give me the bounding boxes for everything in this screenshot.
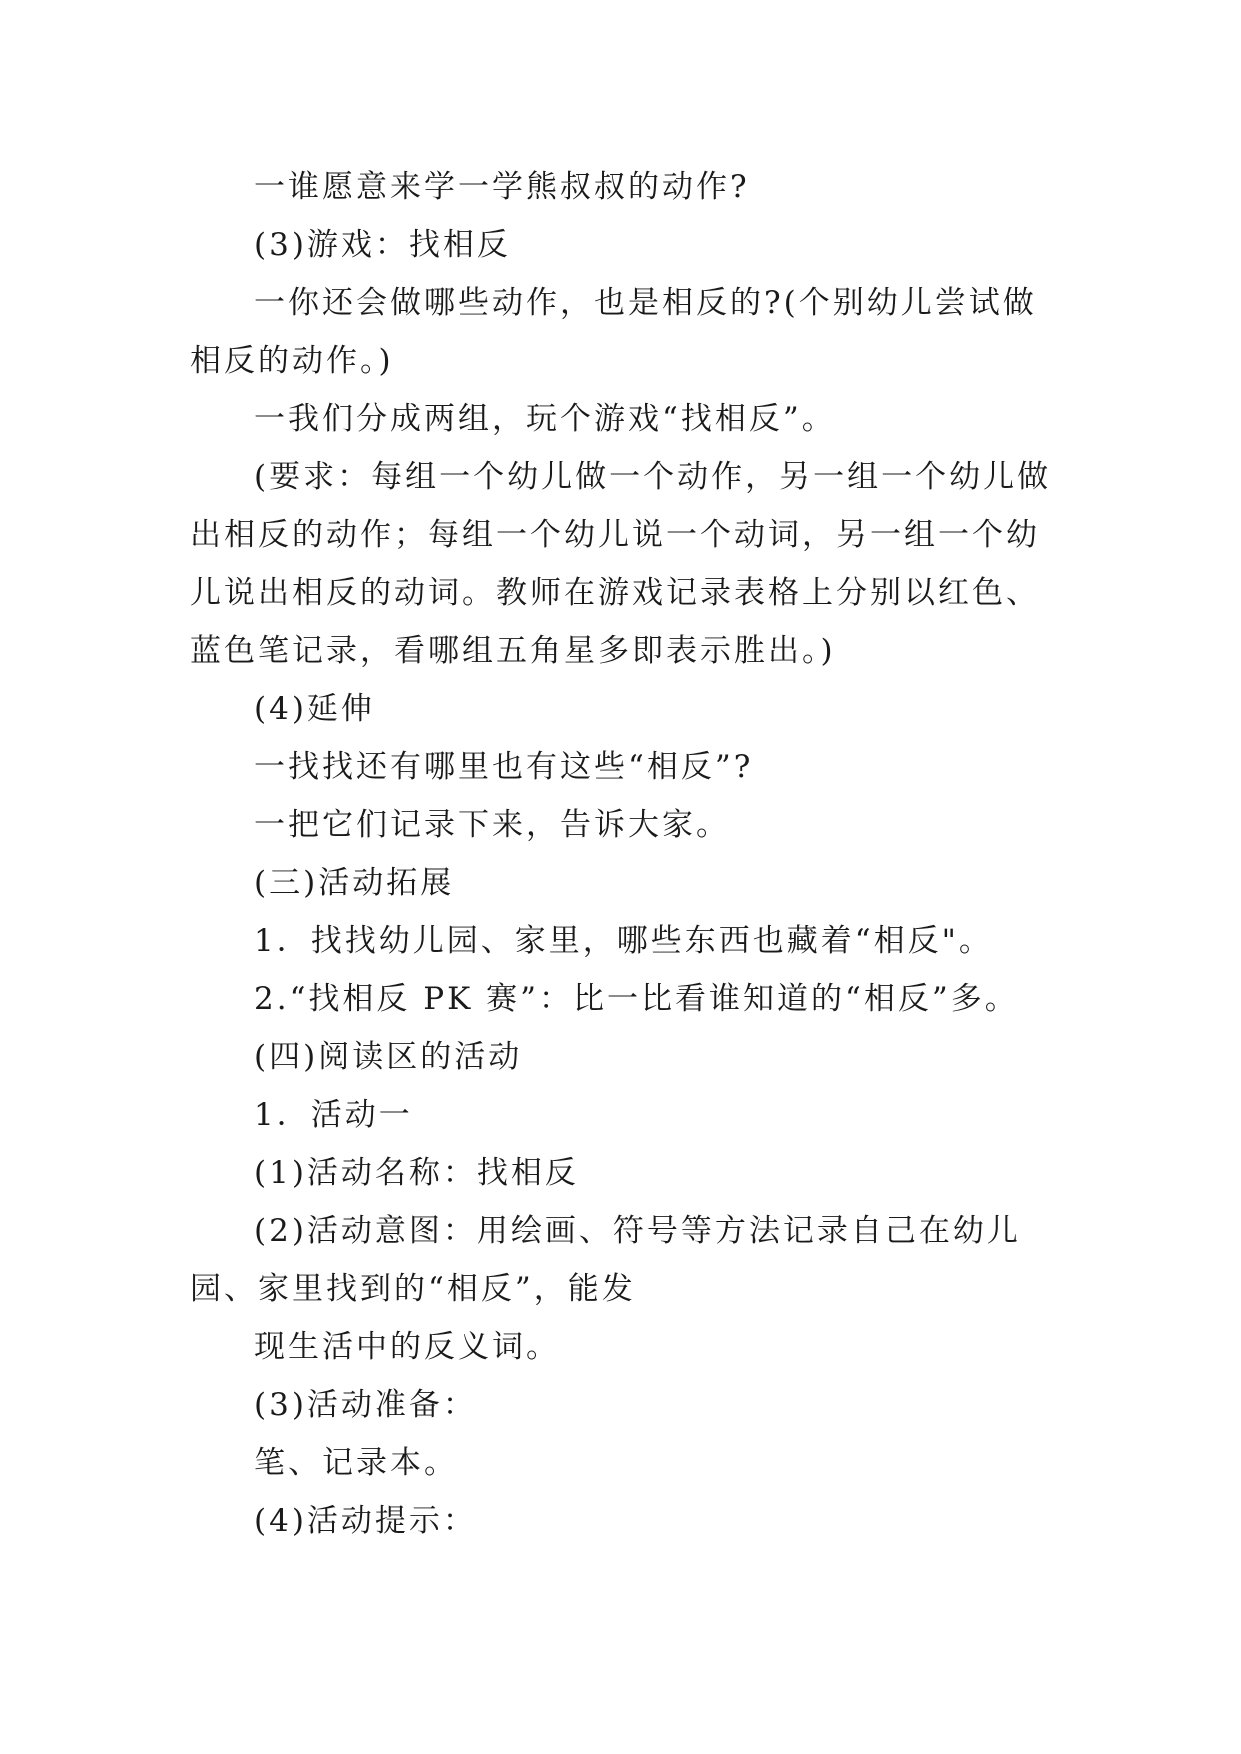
paragraph: 一你还会做哪些动作，也是相反的?(个别幼儿尝试做相反的动作。) [190, 285, 1037, 379]
paragraph: 一谁愿意来学一学熊叔叔的动作? [254, 169, 750, 205]
paragraph: (要求：每组一个幼儿做一个动作，另一组一个幼儿做出相反的动作；每组一个幼儿说一个动词，另一组一个幼儿说出相反的动词。教师在游戏记录表格上分别以红色、蓝色笔记录，看哪组五角星多即表示胜出。) [190, 459, 1052, 669]
section-heading: (四)阅读区的活动 [254, 1039, 523, 1075]
paragraph: (3)游戏：找相反 [254, 227, 511, 263]
paragraph: (1)活动名称：找相反 [254, 1155, 579, 1191]
paragraph: 一我们分成两组，玩个游戏“找相反”。 [254, 401, 836, 437]
paragraph: (2)活动意图：用绘画、符号等方法记录自己在幼儿园、家里找到的“相反”，能发 [190, 1213, 1021, 1307]
paragraph: 一找找还有哪里也有这些“相反”? [254, 749, 754, 785]
paragraph: (4)延伸 [254, 691, 375, 727]
paragraph: (4)活动提示： [254, 1503, 477, 1539]
section-heading: (三)活动拓展 [254, 865, 455, 901]
paragraph: (3)活动准备： [254, 1387, 477, 1423]
document-body [190, 158, 1070, 1550]
paragraph: 2.“找相反 PK 赛”：比一比看谁知道的“相反”多。 [254, 981, 1019, 1017]
paragraph: 现生活中的反义词。 [254, 1329, 560, 1365]
paragraph: 1．找找幼儿园、家里，哪些东西也藏着“相反"。 [254, 923, 993, 959]
paragraph: 1．活动一 [254, 1097, 413, 1133]
paragraph: 一把它们记录下来，告诉大家。 [254, 807, 730, 843]
paragraph: 笔、记录本。 [254, 1445, 458, 1481]
